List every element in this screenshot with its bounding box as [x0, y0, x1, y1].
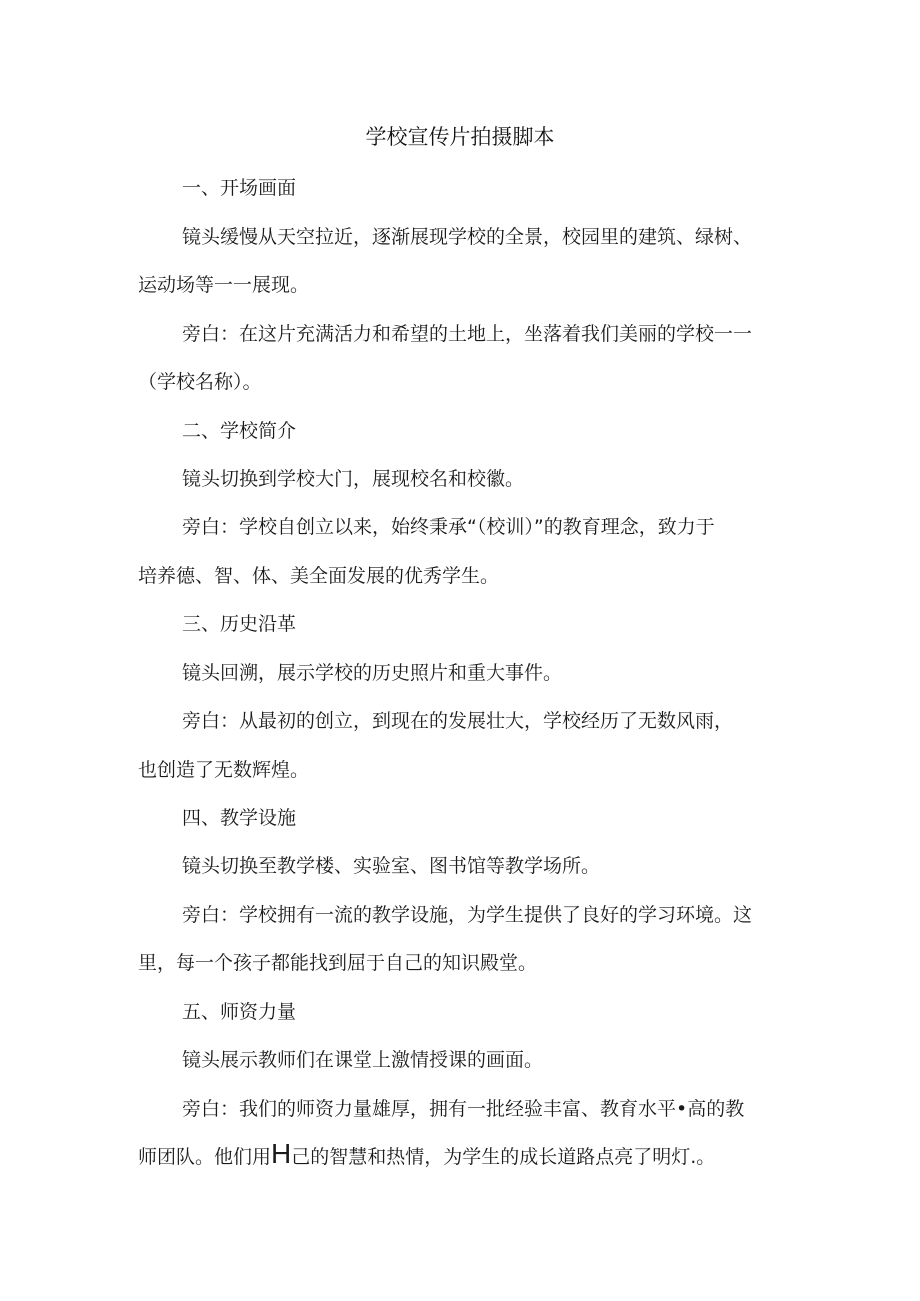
paragraph-line: 镜头缓慢从天空拉近，逐渐展现学校的全景，校园里的建筑、绿树、 — [182, 226, 753, 248]
last-line-glyph: H — [271, 1138, 292, 1169]
section-heading-history: 三、历史沿革 — [182, 613, 297, 635]
paragraph-line: （学校名称）。 — [138, 371, 262, 393]
paragraph-line: 运动场等一一展现。 — [138, 274, 310, 296]
paragraph-line: 镜头回溯，展示学校的历史照片和重大事件。 — [182, 662, 563, 684]
section-heading-opening: 一、开场画面 — [182, 177, 297, 199]
paragraph-line: 旁白：学校拥有一流的教学设施，为学生提供了良好的学习环境。这 — [182, 904, 753, 926]
section-heading-faculty: 五、师资力量 — [182, 1001, 297, 1023]
last-line-after: 己的智慧和热情，为学生的成长道路点亮了明灯.。 — [291, 1146, 716, 1168]
paragraph-line-last — [138, 1138, 716, 1172]
paragraph-line: 里，每一个孩子都能找到屈于自己的知识殿堂。 — [138, 952, 538, 974]
paragraph-line: 旁白：学校自创立以来，始终秉承“（校训）”的教育理念，致力于 — [182, 516, 715, 538]
section-heading-intro: 二、学校简介 — [182, 420, 297, 442]
document-title: 学校宣传片拍摄脚本 — [365, 125, 555, 149]
paragraph-line: 培养德、智、体、美全面发展的优秀学生。 — [138, 565, 500, 587]
last-line-before: 师团队。他们用 — [138, 1146, 272, 1168]
paragraph-line: 旁白：在这片充满活力和希望的土地上，坐落着我们美丽的学校一一 — [182, 323, 753, 345]
paragraph-line: 也创造了无数辉煌。 — [138, 759, 310, 781]
paragraph-line: 旁白：我们的师资力量雄厚，拥有一批经验丰富、教育水平•高的教 — [182, 1098, 745, 1120]
paragraph-line: 旁白：从最初的创立，到现在的发展壮大，学校经历了无数风雨， — [182, 710, 734, 732]
paragraph-line: 镜头切换至教学楼、实验室、图书馆等教学场所。 — [182, 855, 601, 877]
section-heading-facilities: 四、教学设施 — [182, 807, 297, 829]
paragraph-line: 镜头展示教师们在课堂上激情授课的画面。 — [182, 1049, 544, 1071]
paragraph-line: 镜头切换到学校大门，展现校名和校徽。 — [182, 468, 525, 490]
